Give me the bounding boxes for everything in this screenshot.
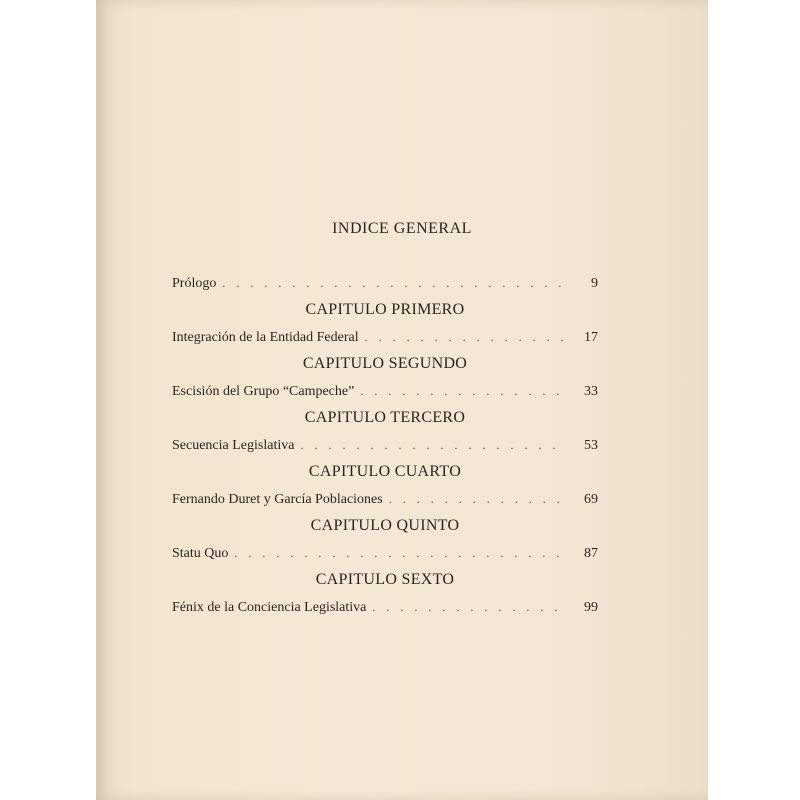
chapter-heading: CAPITULO SEGUNDO [302, 355, 468, 372]
chapter-block-1 [172, 298, 598, 352]
chapter-block-2 [172, 352, 598, 406]
entry-page-number: 9 [591, 276, 598, 291]
entry-page-number: 69 [584, 492, 598, 507]
chapter-heading: CAPITULO PRIMERO [305, 301, 465, 318]
entry-page-number: 33 [584, 384, 598, 399]
toc-entry [172, 538, 598, 568]
entry-title: Escisión del Grupo “Campeche” [172, 384, 355, 399]
entry-title: Prólogo [172, 276, 217, 291]
entry-title: Statu Quo [172, 546, 229, 561]
dot-leader [222, 268, 566, 298]
dot-leader [234, 538, 566, 568]
toc-entry-prologue [172, 268, 598, 298]
chapter-heading: CAPITULO TERCERO [304, 409, 466, 426]
page-title: INDICE GENERAL [332, 220, 472, 237]
chapter-heading: CAPITULO QUINTO [310, 517, 460, 534]
chapter-block-4 [172, 460, 598, 514]
chapter-heading: CAPITULO SEXTO [315, 571, 455, 588]
chapter-heading: CAPITULO CUARTO [308, 463, 462, 480]
toc-entry [172, 592, 598, 622]
entry-title: Fernando Duret y García Poblaciones [172, 492, 383, 507]
entry-title: Secuencia Legislativa [172, 438, 295, 453]
entry-page-number: 53 [584, 438, 598, 453]
dot-leader [389, 484, 566, 514]
dot-leader [365, 322, 566, 352]
chapter-block-6 [172, 568, 598, 622]
entry-page-number: 17 [584, 330, 598, 345]
entry-title: Integración de la Entidad Federal [172, 330, 359, 345]
dot-leader [360, 376, 566, 406]
toc-entry [172, 430, 598, 460]
dot-leader [372, 592, 566, 622]
chapter-block-3 [172, 406, 598, 460]
dot-leader [300, 430, 566, 460]
toc-entry [172, 484, 598, 514]
book-page [96, 0, 708, 800]
toc-entry [172, 322, 598, 352]
chapter-block-5 [172, 514, 598, 568]
table-of-contents [172, 268, 598, 622]
entry-page-number: 87 [584, 546, 598, 561]
entry-page-number: 99 [584, 600, 598, 615]
toc-entry [172, 376, 598, 406]
entry-title: Fénix de la Conciencia Legislativa [172, 600, 367, 615]
